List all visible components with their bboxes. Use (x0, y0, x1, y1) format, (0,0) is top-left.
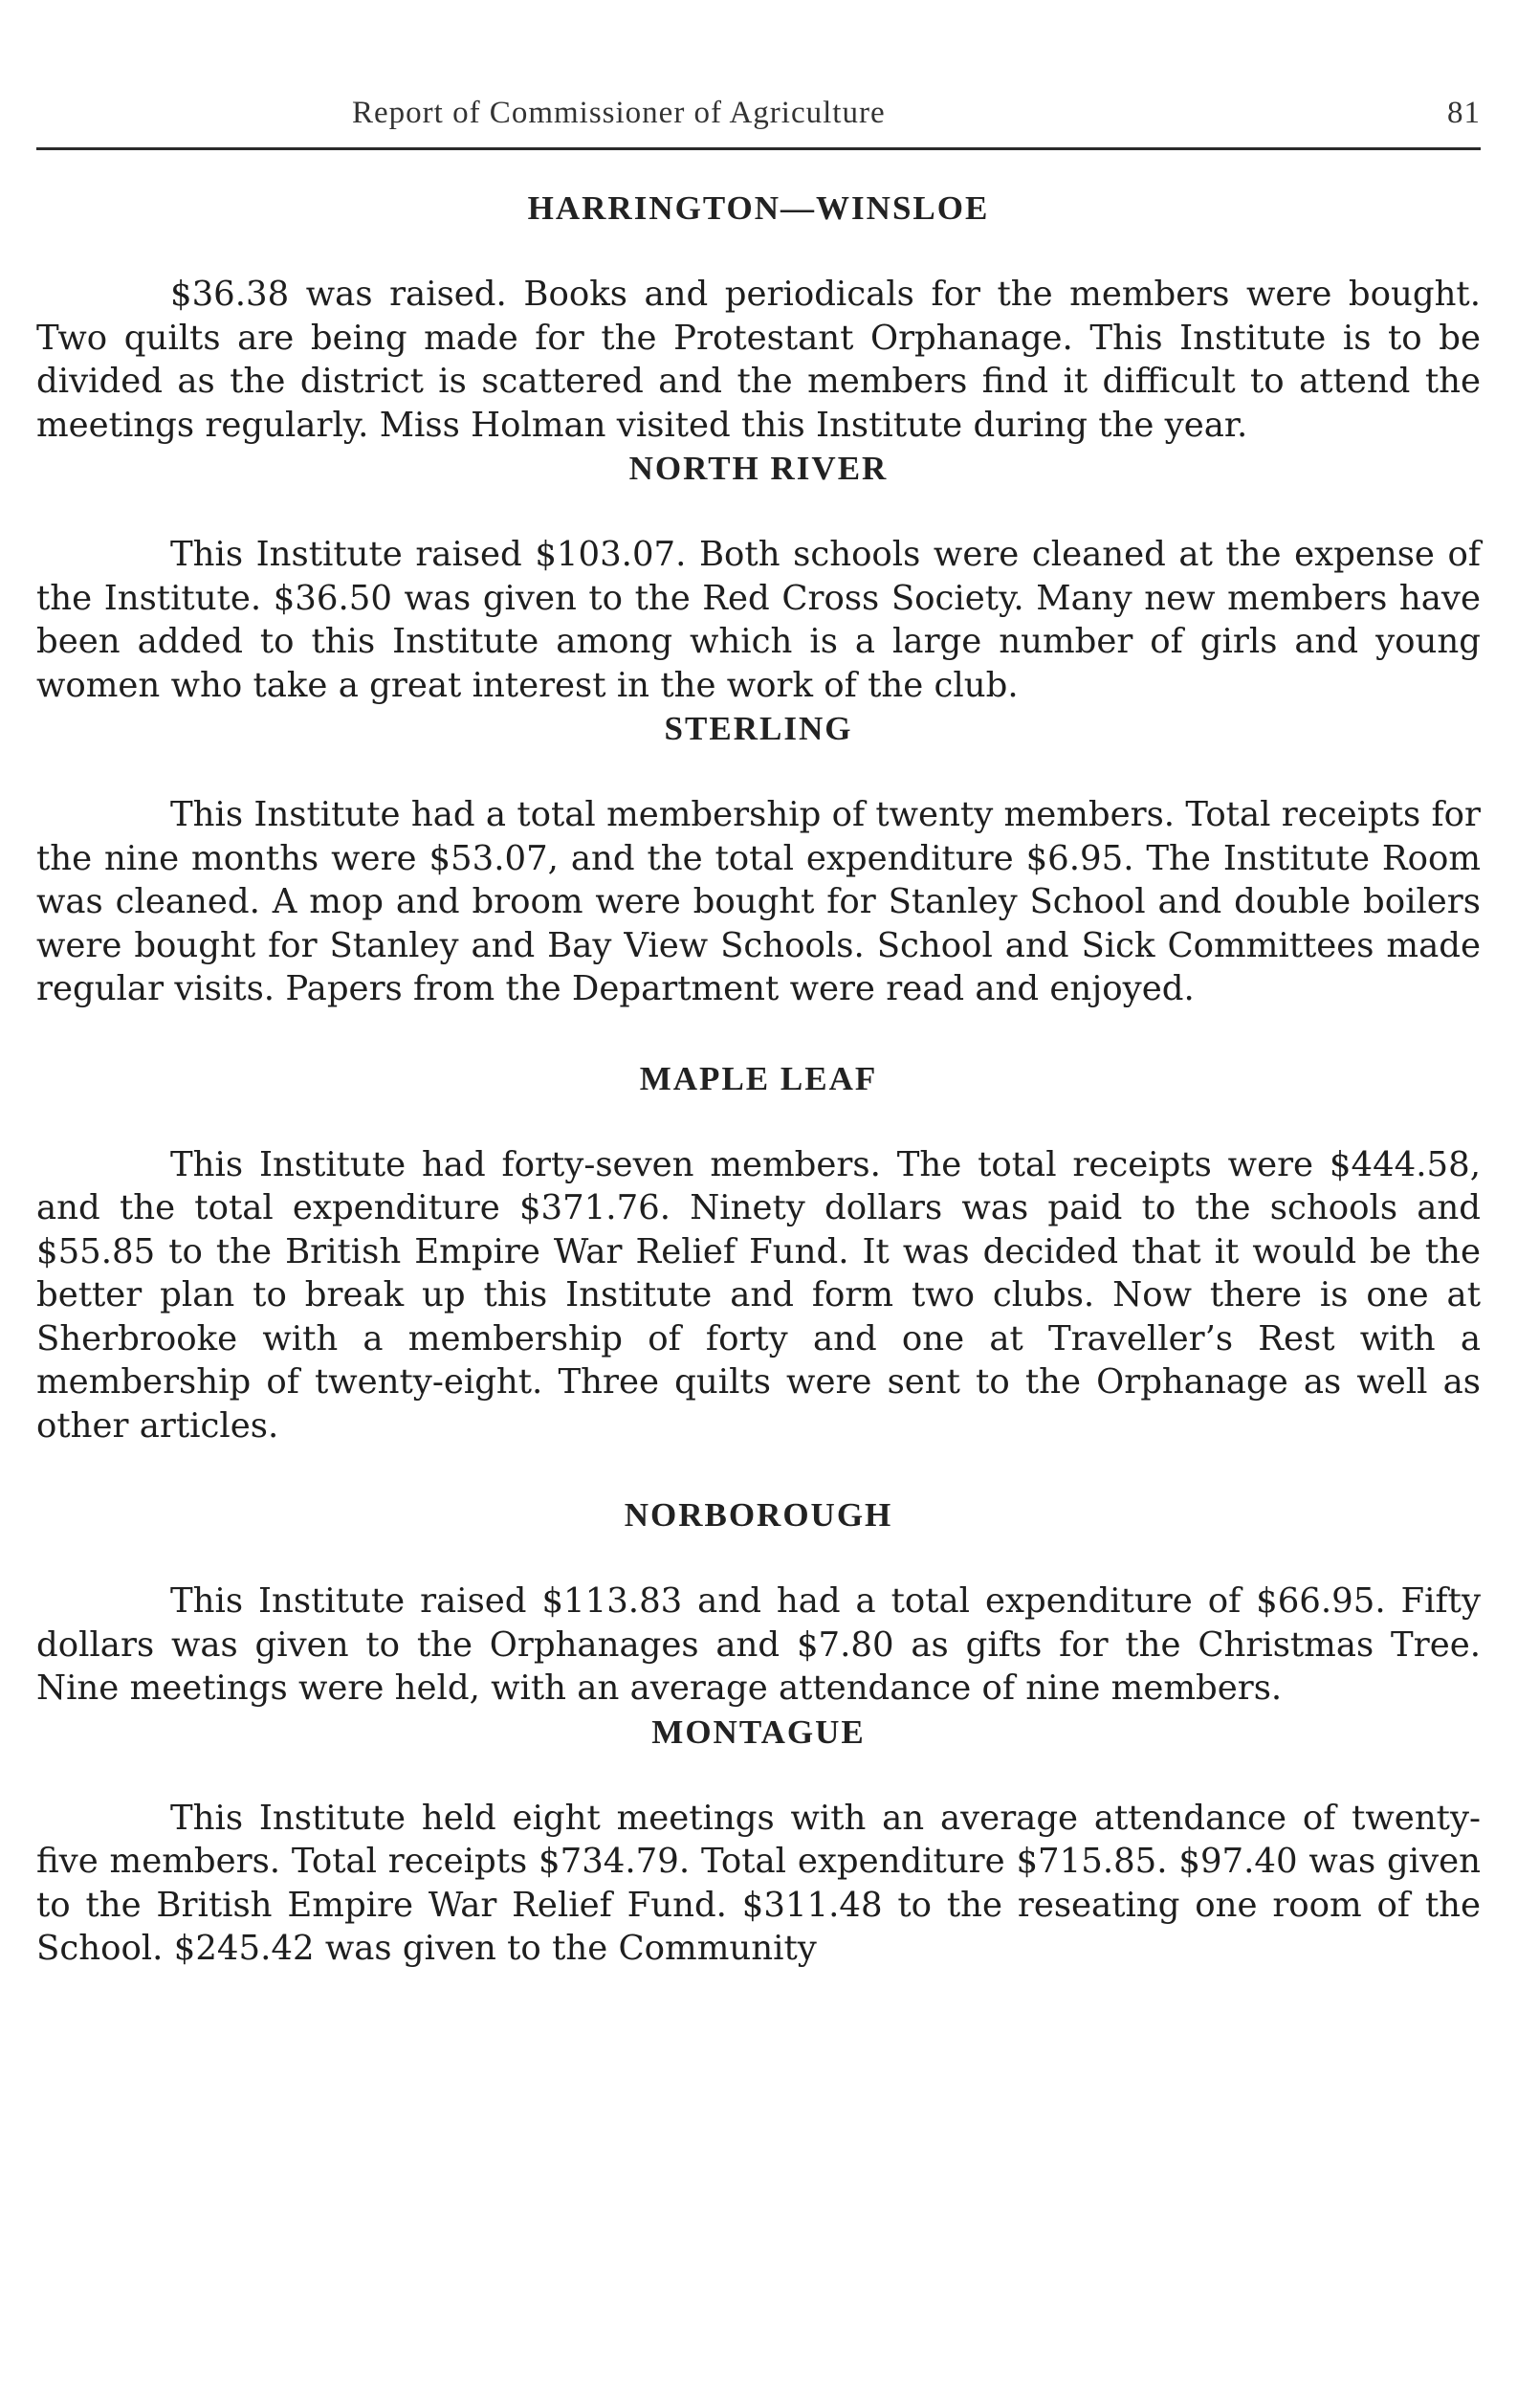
document-page (36, 96, 1481, 1971)
section-text-harrington-winsloe: $36.38 was raised. Books and periodicals for the members were bought. Two quilts are being made for the Protestant Orphanage. This Institute is to be divided as the district is scattered and the members find it difficult to attend the meetings regularly. Miss Holman visited this Institute during the year. (36, 275, 1481, 445)
running-title: Report of Commissioner of Agriculture (352, 96, 886, 130)
section-text-sterling: This Institute had a total membership of twenty members. Total receipts for the nine months were $53.07, and the total expenditure $6.95. The Institute Room was cleaned. A mop and broom were bought for Stanley School and double boilers were bought for Stanley and Bay View Schools. School and Sick Committees made regular visits. Papers from the Department were read and enjoyed. (36, 795, 1481, 1008)
section-heading-harrington-winsloe: HARRINGTON—WINSLOE (527, 189, 990, 227)
section-heading-sterling: STERLING (664, 710, 853, 747)
page-number: 81 (1447, 96, 1481, 130)
section-text-norborough: This Institute raised $113.83 and had a total expenditure of $66.95. Fifty dollars was given to the Orphanages and $7.80 as gifts for the Christmas Tree. Nine meetings were held, with an average attendance of nine members. (36, 1581, 1481, 1708)
section-text-north-river: This Institute raised $103.07. Both schools were cleaned at the expense of the Institute. $36.50 was given to the Red Cross Society. Many new members have been added to this Institute among which is a large number of girls and young women who take a great interest in the work of the club. (36, 535, 1481, 705)
section-heading-montague: MONTAGUE (651, 1712, 866, 1751)
section-text-maple-leaf: This Institute had forty-seven members. The total receipts were $444.58, and the total expenditure $371.76. Ninety dollars was paid to the schools and $55.85 to the British Empire War Relief Fund. It was decided that it would be the better plan to break up this Institute and form two clubs. Now there is one at Sherbrooke with a membership of forty and one at Traveller’s Rest with a membership of twenty-eight. Three quilts were sent to the Orphanage as well as other articles. (36, 1144, 1481, 1446)
section-heading-norborough: NORBOROUGH (624, 1496, 893, 1534)
header-rule (36, 147, 1481, 150)
section-heading-north-river: NORTH RIVER (628, 450, 889, 487)
section-heading-maple-leaf: MAPLE LEAF (639, 1059, 878, 1097)
running-header (36, 96, 1481, 144)
section-text-montague: This Institute held eight meetings with an average attendance of twenty-five members. Total receipts $734.79. Total expenditure $715.85. $97.40 was given to the British Empire War Relief Fund. $311.48 to the reseating one room of the School. $245.42 was given to the Community (36, 1798, 1481, 1968)
